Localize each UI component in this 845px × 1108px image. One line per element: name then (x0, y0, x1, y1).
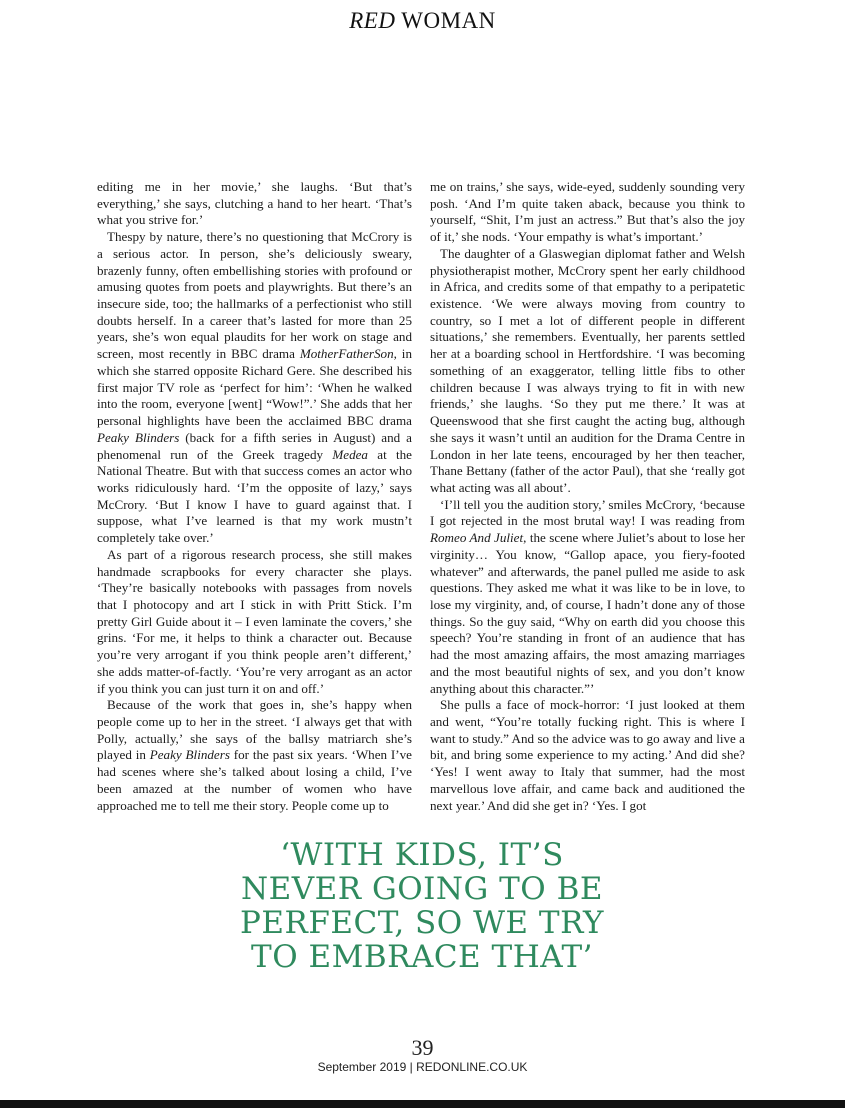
paragraph: As part of a rigorous research process, she still makes handmade scrapbooks for every character she plays. ‘They’re basically notebooks with passages from novels that I photocopy and art I stick in with Pritt Stick. I’m pretty Girl Guide about it – I even laminate the covers,’ she grins. ‘For me, it helps to think a character out. Because you’re very arrogant if you think people aren’t different,’ she adds matter-of-factly. ‘You’re very arrogant as an actor if you think you can just turn it on and off.’ (97, 546, 412, 696)
paragraph: Thespy by nature, there’s no questioning that McCrory is a serious actor. In person, she’s deliciously sweary, brazenly funny, often embellishing stories with profound or amusing quotes from poets and playwrights. But there’s an insecure side, too; the hallmarks of a perfectionist who still doubts herself. In a career that’s lasted for more than 25 years, she’s won equal plaudits for her work on stage and screen, most recently in BBC drama MotherFatherSon, in which she starred opposite Richard Gere. She described his first major TV role as ‘perfect for him’: ‘When he walked into the room, everyone [went] “Wow!”.’ She adds that her personal highlights have been the acclaimed BBC drama Peaky Blinders (back for a fifth series in August) and a phenomenal run of the Greek tragedy Medea at the National Theatre. But with that success comes an actor who works ridiculously hard. ‘I’m the opposite of lazy,’ says McCrory. ‘But I know I have to guard against that. I suppose, what I’ve learned is that my work mustn’t completely take over.’ (97, 229, 412, 546)
page-number: 39 (411, 1035, 434, 1060)
paragraph: Because of the work that goes in, she’s happy when people come up to her in the street. ‘I always get that with Polly, actually,’ she says of the ballsy matriarch she’s played in Peaky Blinders for the past six years. ‘When I’ve had scenes where she’s talked about losing a child, I’ve been amazed at the number of women who have approached me to tell me their story. People come up to (97, 697, 412, 813)
show-title: Peaky Blinders (97, 429, 180, 445)
play-title: Medea (332, 446, 368, 462)
show-title: Peaky Blinders (149, 747, 230, 763)
masthead-red: RED (349, 8, 396, 33)
paragraph: She pulls a face of mock-horror: ‘I just looked at them and went, “You’re totally fucking right. This is where I want to study.” And so the advice was to go away and live a bit, and bring some experience to my acting.’ And did she? ‘Yes! I went away to Italy that summer, had the most marvellous love affair, and came back and auditioned the next year.’ And did she get in? ‘Yes. I got (430, 697, 745, 813)
issue-footer: September 2019 | REDONLINE.CO.UK (317, 1060, 528, 1074)
paragraph: The daughter of a Glaswegian diplomat father and Welsh physiotherapist mother, McCrory spent her early childhood in Africa, and credits some of that empathy to a peripatetic existence. ‘We were always moving from country to country, so I met a lot of different people in different situations,’ she remembers. Eventually, her parents settled her at a boarding school in Hertfordshire. ‘I was becoming something of an exaggerator, telling little fibs to other children because I was always trying to fit in with new friends,’ she laughs. ‘So they put me there.’ It was at Queenswood that she first caught the acting bug, although she says it wasn’t until an audition for the Drama Centre in London in her late teens, encouraged by her then teacher, Thane Bettany (father of the actor Paul), that she ‘really got what acting was all about’. (430, 245, 745, 495)
show-title: MotherFatherSon (299, 346, 394, 362)
paragraph: me on trains,’ she says, wide-eyed, suddenly sounding very posh. ‘And I’m quite taken aback, because you think to yourself, “Shit, I’m just an actress.” But that’s also the joy of it,’ she nods. ‘Your empathy is what’s important.’ (430, 179, 745, 245)
pull-quote: ‘WITH KIDS, IT’S NEVER GOING TO BE PERFECT, SO WE TRY TO EMBRACE THAT’ (240, 837, 604, 975)
article-column-left (97, 179, 412, 814)
magazine-masthead (0, 8, 845, 34)
bottom-rule (0, 1100, 845, 1108)
masthead-woman: WOMAN (395, 8, 496, 33)
article-column-right (430, 179, 745, 814)
play-title: Romeo And Juliet (430, 530, 524, 546)
paragraph: editing me in her movie,’ she laughs. ‘But that’s everything,’ she says, clutching a hand to her heart. ‘That’s what you strive for.’ (97, 179, 412, 228)
paragraph: ‘I’ll tell you the audition story,’ smiles McCrory, ‘because I got rejected in the most brutal way! I was reading from Romeo And Juliet, the scene where Juliet’s about to lose her virginity… You know, “Gallop apace, you fiery-footed whatever” and afterwards, the panel pulled me aside to ask questions. They asked me what it was like to be in love, to lose my virginity, and, of course, I hadn’t done any of those things. So the guy said, “Why on earth did you choose this speech? You’re standing in front of an audience that has had the most amazing affairs, the most amazing marriages and the most beautiful nights of sex, and you don’t know anything about this character.”’ (430, 496, 745, 696)
